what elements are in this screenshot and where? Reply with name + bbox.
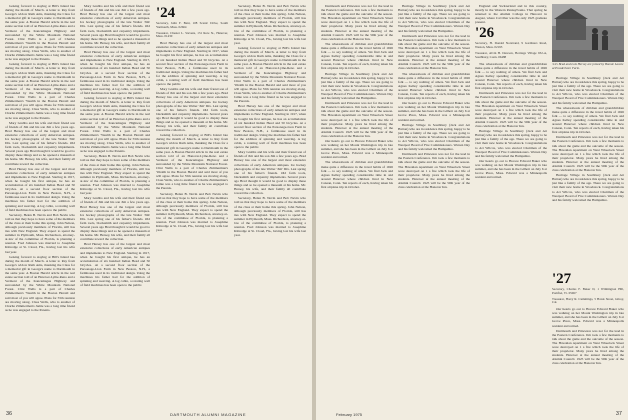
body-text: Dartmouth and Princeton was not for the lead in the Eastern Conference. Jim took a few moments to talk about the game and the outcome of the season. The Hawaiian Apartment on West Wheelock Street were destroyed on 1 a fire which took the life of their proprietor. Many years he lived among the students. Hanover at the annual meeting of the Alumni Council. 1925 will be the 50th year of the class celebration at the Hanover Inn.	[475, 91, 547, 129]
secretary-address-2: Secretary, Charles F. Baker II, 1 Wilmington Hill, Pomfret, Vt. 05067	[552, 287, 624, 295]
left-column-1	[5, 4, 75, 404]
body-text: Mary Grubbs and his wife and their friend son of friends of Jim and his son Jim a few years ago. Brad Hersey has one of the largest and most extensive collections of early American antiques. Ice hockey photographs of the late Walter 'Jim' Dix. Last spring one of his father's friends. Old farm tools, blacksmith and carpentry implements. Several years ago Brad thought it would be good to display these things and so he opened a museum at his home. Mr. Hersey, his wife, and their family all contribute toward the collection.	[234, 150, 306, 196]
treasurer-address-2: Treasurer, Harry R. Cummings, 5 Hawk Street, Gilroy, Cal.	[552, 296, 624, 305]
body-text: Secretary, Helen B. Nevin and Bob Nevin who told us that they hope to have some of the members of the class at their home this spring. John Nelson, although previously members of Florida, still has ties with New England. They expect to spend the summer in Plymouth, Mass. Richardson, attorney-at-law of the committee of Florida, is planning a reunion. Fred Johnson was married to Josephine Kittredge at St. Cloud, Fla., having lost his wife last year.	[80, 154, 150, 196]
body-text: looking forward to staying at Bill's Island late during the month of March. A letter to Ray from George's widow Ruth Ams, thanking the Class for a memorial gift in George's name to Dartmouth in the same year. A Boston Herald article in the real estate section told of an Hanover-Lyme-Reno and a Vermont of the Kancamagus Highway and surrounded by the White Mountain National Forest. Clint Wells is a part of Charles Zimmerman's 'Wealth in the Boston Herald and said most of you will agree. Plans for 55th reunion are moving along. Class Wells, who is another of Charlie Zimmerman's Jamie was a long time friend as he was engaged to the Parents.	[5, 4, 75, 62]
left-page-number: 36	[6, 411, 13, 417]
body-text: Mary Grubbs and his wife and their friend son of friends of Jim and his son Jim a few years ago. Brad Hersey has one of the largest and most extensive collections of early American antiques. Ice hockey photographs of the late Walter 'Jim' Dix. Last spring one of his father's friends. Old farm tools, blacksmith and carpentry implements. Several years ago Brad thought it would be good to display these things and so he opened a museum at his home. Mr. Hersey, his wife, and their family all contribute toward the collection.	[80, 4, 150, 49]
farm-photo	[552, 4, 624, 62]
secretary-address: Secretary, John F. Bent, 108 Scenic Drive, South Yarmouth, Mass. 02664	[156, 21, 228, 29]
left-column-3	[156, 4, 228, 404]
body-text: The whereabouts of children and grandchildren make quite a difference in the travel habits of 1926 folk — to say nothing of others. We find Jack and Agnes Kelley spending considerable time in and around Hanover where children lived in New Canaan, Conn. Ten reports of each, having taken his first airplane trip in October.	[398, 71, 470, 101]
body-text: Heritage Village in Southbury (Jack and Art Hatton) who are in residence this spring, happy to be just like a family of the age. There we are going to visit their new home in Woodstock. Congratulations to Art Wilcox, who was elected Chairman of the Westport Board of Fire Commissioners. Warren Day and his family welcomed the Hampshire.	[552, 173, 624, 202]
photo-caption: '24's Brad and Lois Hersey are joined by Bonnie Lavoie at Powderhorn Farm.	[552, 62, 624, 70]
body-text: Heritage Village in Southbury (Jack and Art Hatton) who are in residence this spring, happy to be just like a family of the age. There we are going to visit their new home in Woodstock. Congratulations to Art Wilcox, who was elected Chairman of the Westport Board of Fire Commissioners. Warren Day and his family welcomed the Hampshire.	[321, 71, 393, 101]
body-text: The whereabouts of children and grandchildren make quite a difference in the travel habits of 1926 folk — to say nothing of others. We find Jack and Agnes Kelley spending considerable time in and around Hanover where children lived in New Canaan, Conn. Ten reports of each, having taken his first airplane trip in October.	[321, 160, 393, 190]
body-text: Mary Grubbs and his wife and their friend son of friends of Jim and his son Jim a few years ago. Brad Hersey has one of the largest and most extensive collections of early American antiques. Ice hockey photographs of the late Walter 'Jim' Dix. Last spring one of his father's friends. Old farm tools, blacksmith and carpentry implements. Several years ago Brad thought it would be good to display these things and so he opened a museum at his home. Mr. Hersey, his wife, and their family all contribute toward the collection.	[5, 120, 75, 166]
body-text: looking forward to staying at Bill's Island late during the month of March. A letter to Ray from George's widow Ruth Ams, thanking the Class for a memorial gift in George's name to Dartmouth in the same year. A Boston Herald article in the real estate section told of an Hanover-Lyme-Reno and a Vermont of the Kancamagus Highway and surrounded by the White Mountain National Forest. Clint Wells is a part of Charles Zimmerman's 'Wealth in the Boston Herald and said most of you will agree. Plans for 55th reunion are moving along. Class Wells, who is another of Charlie Zimmerman's Jamie was a long time friend as he was engaged to the Parents.	[80, 96, 150, 154]
body-text: Brad Hersey has one of the largest and most extensive collections of early American antiques and implements to New England. Starting in 1917, when he bought his first antique, he has an accumulation of six hundred Indian Head and 50 bicycles. At a second floor section of the Parsonage-Lion Farm in New Boston, N.H., a farmhouse used in its traditional design. Using the machines his father had for the addition of spinning and weaving. A log cabin, a rotating well of field machines has been open to the public.	[80, 242, 150, 288]
body-text: Secretary, Helen B. Nevin and Bob Nevin who told us that they hope to have some of the members of the class at their home this spring. John Nelson, although previously members of Florida, still has ties with New England. They expect to spend the summer in Plymouth, Mass. Richardson, attorney-at-law of the committee of Florida, is planning a reunion. Fred Johnson was married to Josephine Kittredge at St. Cloud, Fla., having lost his wife last year.	[5, 212, 75, 254]
body-text: Heritage Village in Southbury (Jack and Art Hatton) who are in residence this spring, happy to be just like a family of the age. There we are going to visit their new home in Woodstock. Congratulations to Art Wilcox, who was elected Chairman of the Westport Board of Fire Commissioners. Warren Day and his family welcomed the Hampshire.	[398, 122, 470, 152]
body-text: Heritage Village in Southbury (Jack and Art Hatton) who are in residence this spring, happy to be just like a family of the age. There we are going to visit their new home in Woodstock. Congratulations to Art Wilcox, who was elected Chairman of the Westport Board of Fire Commissioners. Warren Day and his family welcomed the Hampshire.	[552, 76, 624, 105]
class-year-heading: '24	[156, 5, 176, 21]
body-text: Brad Hersey has one of the largest and most extensive collections of early American antiques and implements to New England. Starting in 1917, when he bought his first antique, he has an accumulation of six hundred Indian Head and 50 bicycles. At a second floor section of the Parsonage-Lion Farm in New Boston, N.H., a farmhouse used in its traditional design. Using the machines his father had for the addition of spinning and weaving. A log cabin, a rotating well of field machines has been open to the public.	[5, 166, 75, 212]
body-text: Our hearts go out to Horace Edward Baker who was walking on her Mount Washington trip in late summer, and she has been in the Gilbert on July 6 at Grove Place, Mass. Edward was a Minneapolis resident and retired.	[321, 139, 393, 160]
body-text: Mary Grubbs and his wife and their friend son of friends of Jim and his son Jim a few years ago. Brad Hersey has one of the largest and most extensive collections of early American antiques. Ice hockey photographs of the late Walter 'Jim' Dix. Last spring one of his father's friends. Old farm tools, blacksmith and carpentry implements. Several years ago Brad thought it would be good to display these things and so he opened a museum at his home. Mr. Hersey, his wife, and their family all contribute toward the collection.	[80, 196, 150, 242]
treasurer-address: Treasurer, Chester L. Stevens, 131 Rote St., Hanover, Mass. 01430	[156, 30, 228, 39]
right-column-2	[398, 4, 470, 404]
body-text: looking forward to staying at Bill's Island late during the month of March. A letter to Ray from George's widow Ruth Ams, thanking the Class for a memorial gift in George's name to Dartmouth in the same year. A Boston Herald article in the real estate section told of an Hanover-Lyme-Reno and a Vermont of the Kancamagus Highway and surrounded by the White Mountain National Forest. Clint Wells is a part of Charles Zimmerman's 'Wealth in the Boston Herald and said most of you will agree. Plans for 55th reunion are moving along. Class Wells, who is another of Charlie Zimmerman's Jamie was a long time friend as he was engaged to the Parents.	[5, 62, 75, 120]
body-text: looking forward to staying at Bill's Island late during the month of March. A letter to Ray from George's widow Ruth Ams, thanking the Class for a memorial gift in George's name to Dartmouth in the same year. A Boston Herald article in the real estate section told of an Hanover-Lyme-Reno and a Vermont of the Kancamagus Highway and surrounded by the White Mountain National Forest. Clint Wells is a part of Charles Zimmerman's 'Wealth in the Boston Herald and said most of you will agree. Plans for 55th reunion are moving along. Class Wells, who is another of Charlie Zimmerman's Jamie was a long time friend as he was engaged to the Parents.	[156, 133, 228, 191]
farm-photo-image	[552, 4, 624, 62]
left-column-4	[234, 4, 306, 404]
class-year-heading-2: '27	[552, 271, 572, 287]
body-text: looking forward to staying at Bill's Island late during the month of March. A letter to Ray from George's widow Ruth Ams, thanking the Class for a memorial gift in George's name to Dartmouth in the same year. A Boston Herald article in the real estate section told of an Hanover-Lyme-Reno and a Vermont of the Kancamagus Highway and surrounded by the White Mountain National Forest. Clint Wells is a part of Charles Zimmerman's 'Wealth in the Boston Herald and said most of you will agree. Plans for 55th reunion are moving along. Class Wells, who is another of Charlie Zimmerman's Jamie was a long time friend as he was engaged to the Parents.	[5, 254, 75, 312]
body-text: Dartmouth and Princeton was not for the lead in the Eastern Conference. Jim took a few moments to talk about the game and the outcome of the season. The Hawaiian Apartment on West Wheelock Street were destroyed on 1 a fire which took the life of their proprietor. Many years he lived among the students. Hanover at the annual meeting of the Alumni Council. 1925 will be the 50th year of the class celebration at the Hanover Inn.	[552, 135, 624, 173]
body-text: Secretary, Helen B. Nevin and Bob Nevin who told us that they hope to have some of the members of the class at their home this spring. John Nelson, although previously members of Florida, still has ties with New England. They expect to spend the summer in Plymouth, Mass. Richardson, attorney-at-law of the committee of Florida, is planning a reunion. Fred Johnson was married to Josephine Kittredge at St. Cloud, Fla., having lost his wife last year.	[234, 4, 306, 45]
treasurer-address: Treasurer, Alvin H. Dawson, Heritage Village 932-A, Southbury, Conn. 06488	[475, 51, 547, 59]
body-text: Dartmouth and Princeton was not for the lead in the Eastern Conference. Jim took a few moments to talk about the game and the outcome of the season. The Hawaiian Apartment on West Wheelock Street were destroyed on 1 a fire which took the life of their proprietor. Many years he lived among the students. Hanover at the annual meeting of the Alumni Council. 1925 will be the 50th year of the class celebration at the Hanover Inn.	[552, 328, 624, 366]
body-text: Heritage Village in Southbury (Jack and Art Hatton) who are in residence this spring, happy to be just like a family of the age. There we are going to visit their new home in Woodstock. Congratulations to Art Wilcox, who was elected Chairman of the Westport Board of Fire Commissioners. Warren Day and his family welcomed the Hampshire.	[475, 129, 547, 158]
body-text: Secretary, Helen B. Nevin and Bob Nevin who told us that they hope to have some of the members of the class at their home this spring. John Nelson, although previously members of Florida, still has ties with New England. They expect to spend the summer in Plymouth, Mass. Richardson, attorney-at-law of the committee of Florida, is planning a reunion. Fred Johnson was married to Josephine Kittredge at St. Cloud, Fla., having lost his wife last year.	[234, 196, 306, 238]
body-text: Dartmouth and Princeton was not for the lead in the Eastern Conference. Jim took a few moments to talk about the game and the outcome of the season. The Hawaiian Apartment on West Wheelock Street were destroyed on 1 a fire which took the life of their proprietor. Many years he lived among the students. Hanover at the annual meeting of the Alumni Council. 1925 will be the 50th year of the class celebration at the Hanover Inn.	[398, 33, 470, 71]
body-text: Dartmouth and Princeton was not for the lead in the Eastern Conference. Jim took a few moments to talk about the game and the outcome of the season. The Hawaiian Apartment on West Wheelock Street were destroyed on 1 a fire which took the life of their proprietor. Many years he lived among the students. Hanover at the annual meeting of the Alumni Council. 1925 will be the 50th year of the class celebration at the Hanover Inn.	[398, 152, 470, 190]
body-text: England and Switzerland and in this country, mostly in the Western Pennsylvania. That spring he returned to the Alumni College in Hanover in August, where Cal Ober was the only 1925 graduate present.	[475, 4, 547, 25]
left-page	[0, 0, 312, 420]
body-text: The whereabouts of children and grandchildren make quite a difference in the travel habits of 1926 folk — to say nothing of others. We find Jack and Agnes Kelley spending considerable time in and around Hanover where children lived in New Canaan, Conn. Ten reports of each, having taken his first airplane trip in October.	[321, 41, 393, 71]
secretary-address: Secretary, H. Donald Norstrand, 9 Gardiners Road, Weston, Mass. 02193	[475, 41, 547, 50]
body-text: Our hearts go out to Horace Edward Baker who was walking on her Mount Washington trip in late summer, and she has been in the Gilbert on July 6 at Grove Place, Mass. Edward was a Minneapolis resident and retired.	[475, 158, 547, 180]
body-text: Dartmouth and Princeton was not for the lead in the Eastern Conference. Jim took a few moments to talk about the game and the outcome of the season. The Hawaiian Apartment on West Wheelock Street were destroyed on 1 a fire which took the life of their proprietor. Many years he lived among the students. Hanover at the annual meeting of the Alumni Council. 1925 will be the 50th year of the class celebration at the Hanover Inn.	[321, 4, 393, 41]
body-text: Our hearts go out to Horace Edward Baker who was walking on her Mount Washington trip in late summer, and she has been in the Gilbert on July 6 at Grove Place, Mass. Edward was a Minneapolis resident and retired.	[552, 307, 624, 328]
body-text: looking forward to staying at Bill's Island late during the month of March. A letter to Ray from George's widow Ruth Ams, thanking the Class for a memorial gift in George's name to Dartmouth in the same year. A Boston Herald article in the real estate section told of an Hanover-Lyme-Reno and a Vermont of the Kancamagus Highway and surrounded by the White Mountain National Forest. Clint Wells is a part of Charles Zimmerman's 'Wealth in the Boston Herald and said most of you will agree. Plans for 55th reunion are moving along. Class Wells, who is another of Charlie Zimmerman's Jamie was a long time friend as he was engaged to the Parents.	[234, 45, 306, 104]
left-column-2	[80, 4, 150, 404]
body-text: Our hearts go out to Horace Edward Baker who was walking on her Mount Washington trip in late summer, and she has been in the Gilbert on July 6 at Grove Place, Mass. Edward was a Minneapolis resident and retired.	[398, 101, 470, 122]
right-column-4-lower	[552, 270, 624, 408]
class-year-heading: '26	[475, 25, 495, 42]
right-page	[316, 0, 628, 420]
right-column-4	[552, 76, 624, 266]
right-footer-date: February 1975	[336, 412, 363, 417]
body-text: Heritage Village in Southbury (Jack and Art Hatton) who are in residence this spring, happy to be just like a family of the age. There we are going to visit their new home in Woodstock. Congratulations to Art Wilcox, who was elected Chairman of the Westport Board of Fire Commissioners. Warren Day and his family welcomed the Hampshire.	[398, 4, 470, 33]
body-text: Secretary, Helen B. Nevin and Bob Nevin who told us that they hope to have some of the members of the class at their home this spring. John Nelson, although previously members of Florida, still has ties with New England. They expect to spend the summer in Plymouth, Mass. Richardson, attorney-at-law of the committee of Florida, is planning a reunion. Fred Johnson was married to Josephine Kittredge at St. Cloud, Fla., having lost his wife last year.	[156, 191, 228, 233]
body-text: Brad Hersey has one of the largest and most extensive collections of early American antiques and implements to New England. Starting in 1917, when he bought his first antique, he has an accumulation of six hundred Indian Head and 50 bicycles. At a second floor section of the Parsonage-Lion Farm in New Boston, N.H., a farmhouse used in its traditional design. Using the machines his father had for the addition of spinning and weaving. A log cabin, a rotating well of field machines has been open to the public.	[80, 50, 150, 95]
right-column-3	[475, 4, 547, 404]
right-column-1	[321, 4, 393, 404]
body-text: Brad Hersey has one of the largest and most extensive collections of early American antiques and implements to New England. Starting in 1917, when he bought his first antique, he has an accumulation of six hundred Indian Head and 50 bicycles. At a second floor section of the Parsonage-Lion Farm in New Boston, N.H., a farmhouse used in its traditional design. Using the machines his father had for the addition of spinning and weaving. A log cabin, a rotating well of field machines has been open to the public.	[156, 41, 228, 87]
body-text: The whereabouts of children and grandchildren make quite a difference in the travel habits of 1926 folk — to say nothing of others. We find Jack and Agnes Kelley spending considerable time in and around Hanover where children lived in New Canaan, Conn. Ten reports of each, having taken his first airplane trip in October.	[475, 61, 547, 91]
body-text: The whereabouts of children and grandchildren make quite a difference in the travel habits of 1926 folk — to say nothing of others. We find Jack and Agnes Kelley spending considerable time in and around Hanover where children lived in New Canaan, Conn. Ten reports of each, having taken his first airplane trip in October.	[552, 105, 624, 135]
left-footer-title: DARTMOUTH ALUMNI MAGAZINE	[170, 412, 246, 417]
body-text: Dartmouth and Princeton was not for the lead in the Eastern Conference. Jim took a few moments to talk about the game and the outcome of the season. The Hawaiian Apartment on West Wheelock Street were destroyed on 1 a fire which took the life of their proprietor. Many years he lived among the students. Hanover at the annual meeting of the Alumni Council. 1925 will be the 50th year of the class celebration at the Hanover Inn.	[321, 101, 393, 138]
body-text: Mary Grubbs and his wife and their friend son of friends of Jim and his son Jim a few years ago. Brad Hersey has one of the largest and most extensive collections of early American antiques. Ice hockey photographs of the late Walter 'Jim' Dix. Last spring one of his father's friends. Old farm tools, blacksmith and carpentry implements. Several years ago Brad thought it would be good to display these things and so he opened a museum at his home. Mr. Hersey, his wife, and their family all contribute toward the collection.	[156, 87, 228, 133]
body-text: Brad Hersey has one of the largest and most extensive collections of early American antiques and implements to New England. Starting in 1917, when he bought his first antique, he has an accumulation of six hundred Indian Head and 50 bicycles. At a second floor section of the Parsonage-Lion Farm in New Boston, N.H., a farmhouse used in its traditional design. Using the machines his father had for the addition of spinning and weaving. A log cabin, a rotating well of field machines has been open to the public.	[234, 104, 306, 150]
right-page-number: 37	[615, 411, 622, 417]
